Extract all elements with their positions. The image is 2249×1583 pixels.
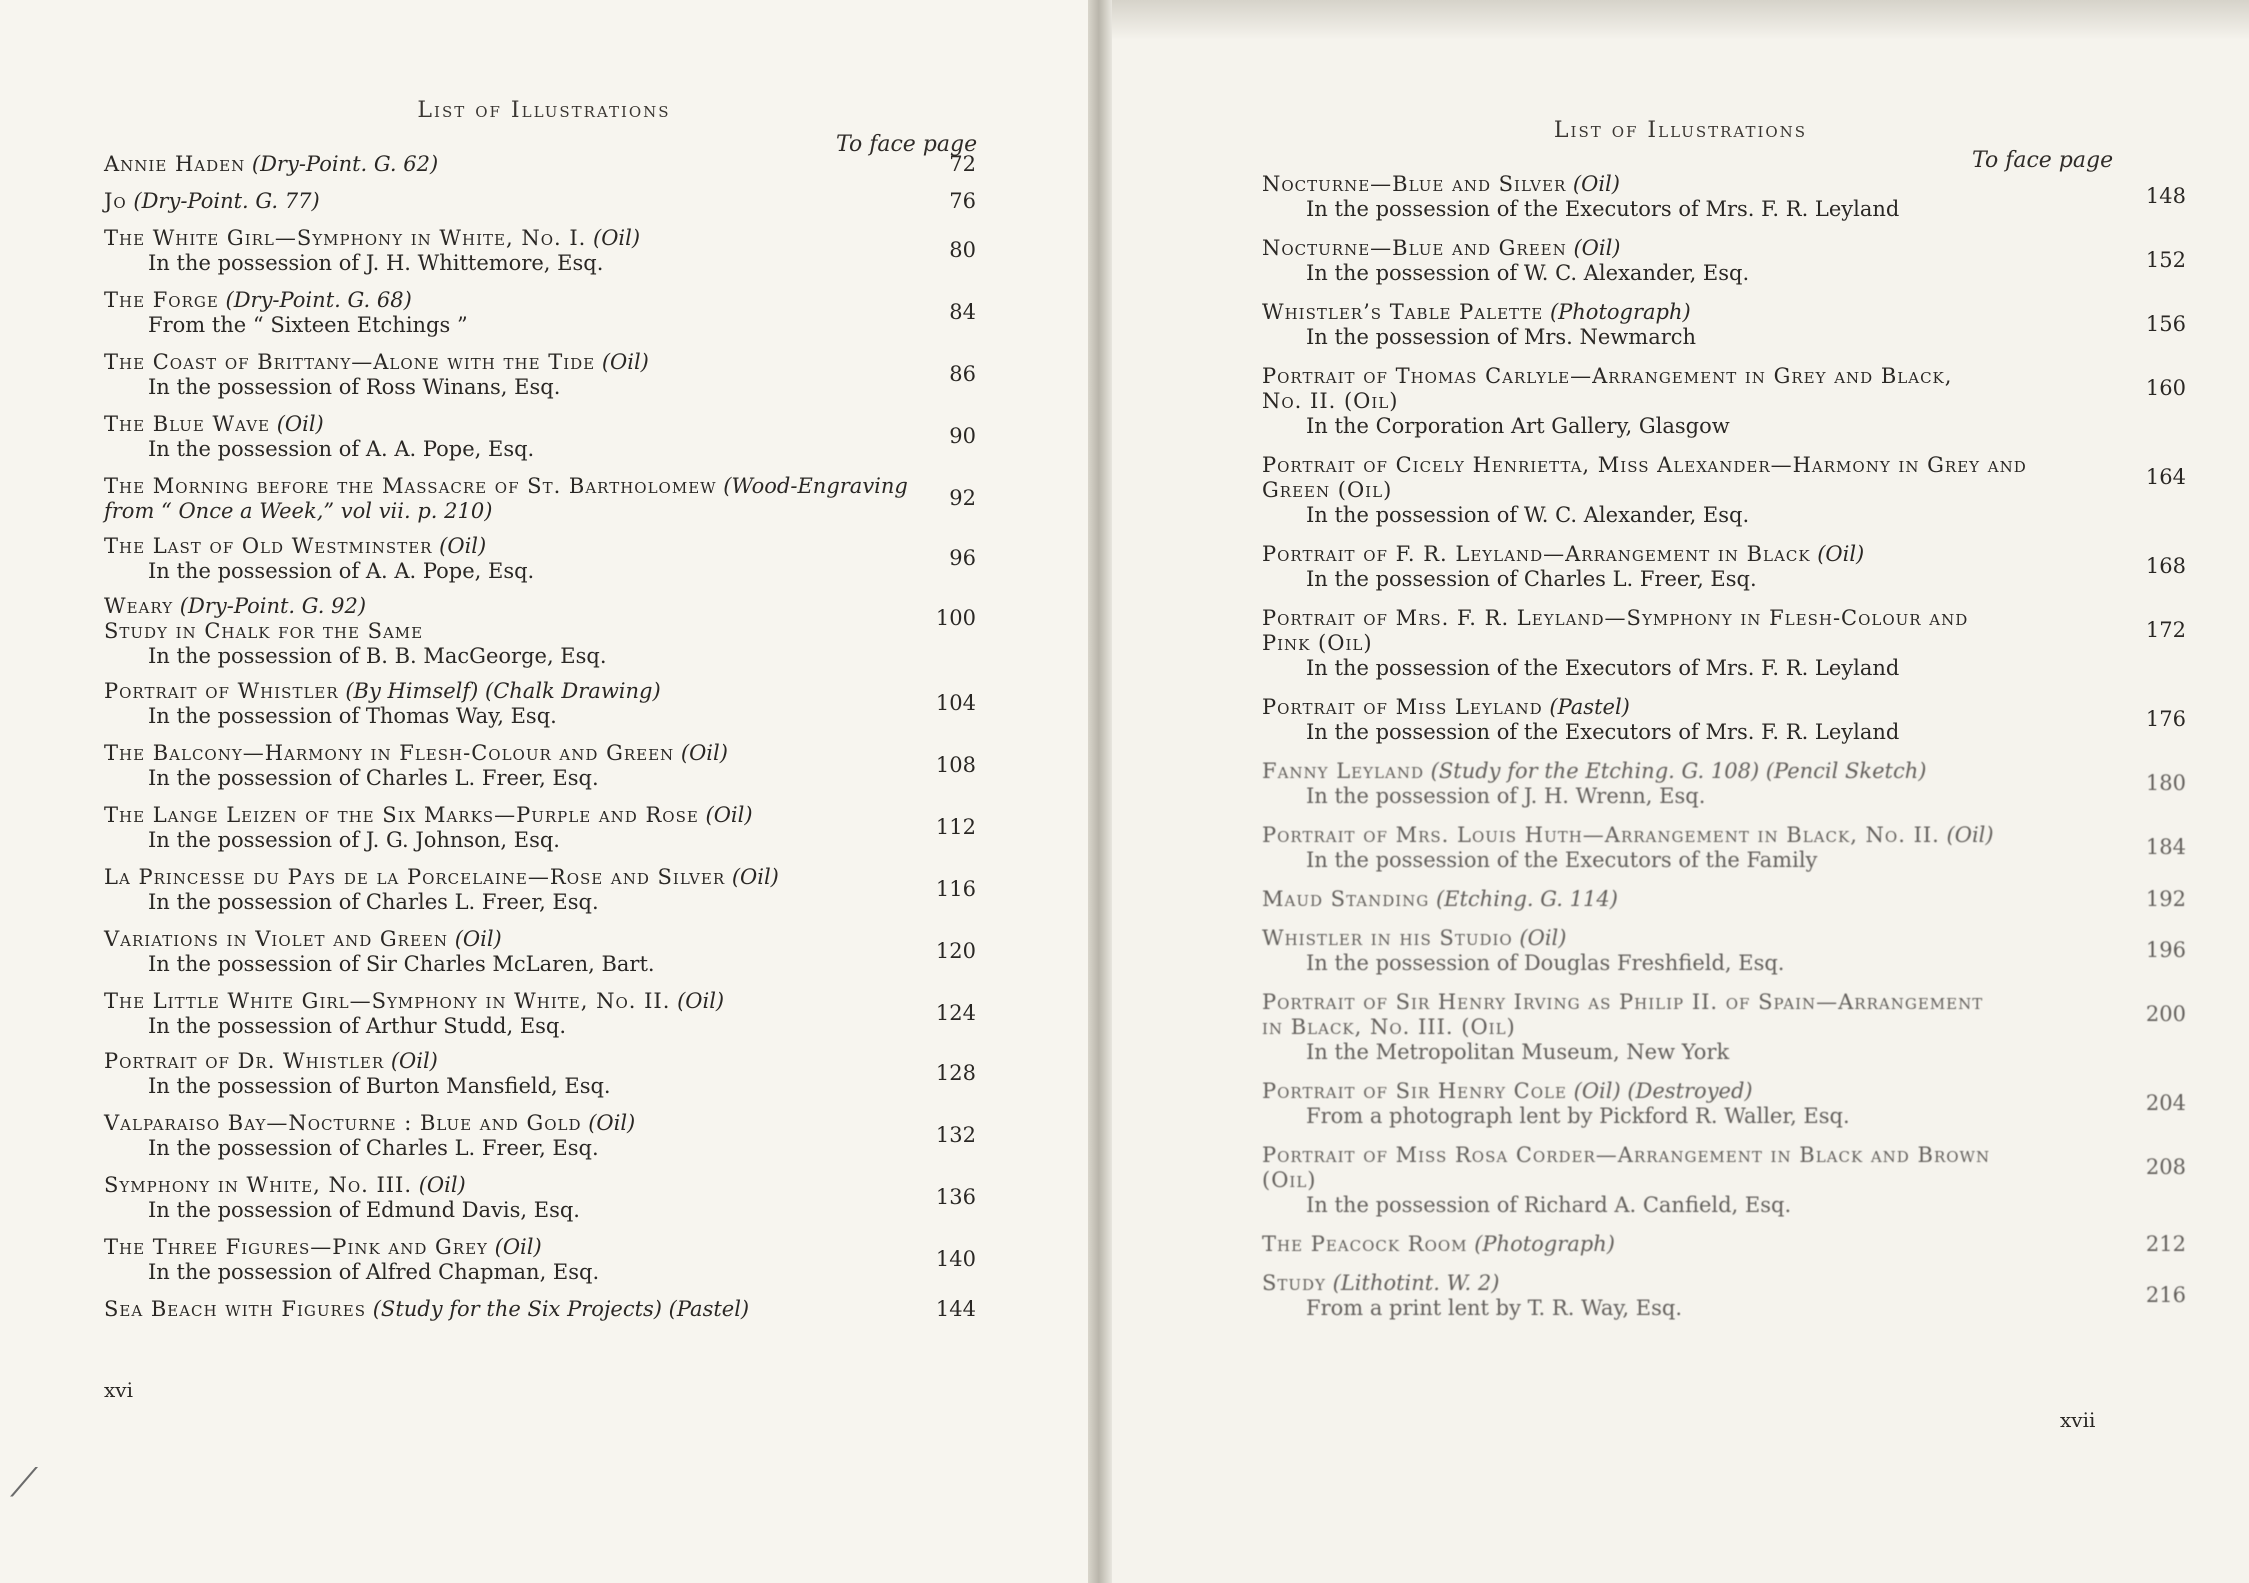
entry-page-number: 100 (935, 606, 976, 630)
entry-medium: (Dry-Point. G. 68) (225, 288, 412, 312)
entry-page-number: 92 (949, 486, 976, 510)
illustration-entry (1262, 542, 2186, 592)
illustration-entry (104, 865, 974, 915)
entry-provenance: In the possession of J. H. Whittemore, Esq. (148, 251, 604, 275)
entry-page-number: 192 (2145, 887, 2186, 911)
entry-title: Nocturne—Blue and Green (1262, 236, 1567, 260)
entry-medium: (Etching. G. 114) (1435, 887, 1618, 911)
left-running-head: List of Illustrations (417, 98, 671, 123)
entry-title: The Morning before the Massacre of St. Bartholomew (104, 474, 717, 498)
illustration-entry (104, 189, 974, 214)
entry-page-number: 86 (949, 362, 976, 386)
entry-page-number: 140 (935, 1247, 976, 1271)
entry-provenance: In the possession of Ross Winans, Esq. (148, 375, 561, 399)
entry-provenance: In the possession of Charles L. Freer, Esq. (148, 890, 599, 914)
entry-page-number: 96 (949, 546, 976, 570)
entry-medium: (Oil) (680, 741, 728, 765)
entry-title-line (1262, 1271, 2112, 1296)
entry-title: Symphony in White, No. III. (104, 1173, 413, 1197)
entry-medium: (Oil) (1572, 172, 1620, 196)
illustration-entry (104, 594, 974, 669)
entry-medium: (Dry-Point. G. 77) (133, 189, 320, 213)
entry-title: Whistler in his Studio (1262, 926, 1513, 950)
right-illustration-list (1262, 172, 2186, 1321)
entry-medium: (Oil) (1519, 926, 1567, 950)
entry-page-number: 156 (2145, 312, 2186, 336)
entry-title: The Last of Old Westminster (104, 534, 433, 558)
entry-page-number: 84 (949, 300, 976, 324)
entry-title-line (104, 679, 904, 704)
illustration-entry (1262, 990, 2186, 1065)
illustration-entry (104, 1235, 974, 1285)
illustration-entry (104, 412, 974, 462)
illustration-entry (104, 474, 974, 524)
illustration-entry (104, 534, 974, 584)
entry-provenance: In the possession of Douglas Freshfield, Esq. (1306, 951, 1785, 975)
illustration-entry (104, 679, 974, 729)
illustration-entry (1262, 695, 2186, 745)
entry-title-line (1262, 695, 2112, 720)
entry-title-line (1262, 926, 2112, 951)
entry-title: Fanny Leyland (1262, 759, 1424, 783)
illustration-entry (104, 226, 974, 276)
entry-medium: (Lithotint. W. 2) (1332, 1271, 1500, 1295)
entry-title-line (1262, 606, 2112, 631)
illustration-entry (104, 1297, 974, 1322)
illustration-entry (1262, 926, 2186, 976)
entry-provenance: In the possession of Mrs. Newmarch (1306, 325, 1697, 349)
entry-provenance: In the possession of A. A. Pope, Esq. (148, 559, 535, 583)
entry-medium: (Oil) (418, 1173, 466, 1197)
illustration-entry (1262, 300, 2186, 350)
entry-medium: (Oil) (454, 927, 502, 951)
entry-medium: (By Himself) (Chalk Drawing) (345, 679, 661, 703)
entry-medium: (Study for the Six Projects) (Pastel) (372, 1297, 750, 1321)
entry-title-line (1262, 887, 2112, 912)
illustration-entry (1262, 236, 2186, 286)
entry-medium: (Oil) (593, 226, 641, 250)
entry-title: Maud Standing (1262, 887, 1430, 911)
entry-page-number: 172 (2145, 618, 2186, 642)
entry-provenance: In the possession of Sir Charles McLaren, Bart. (148, 952, 655, 976)
entry-title: Whistler’s Table Palette (1262, 300, 1544, 324)
entry-title: Sea Beach with Figures (104, 1297, 367, 1321)
entry-title: The Forge (104, 288, 219, 312)
entry-page-number: 152 (2145, 248, 2186, 272)
right-column-head: To face page (1972, 148, 2114, 173)
entry-page-number: 148 (2145, 184, 2186, 208)
illustration-entry (104, 1173, 974, 1223)
entry-medium: (Oil) (494, 1235, 542, 1259)
entry-provenance: In the possession of the Executors of Mrs. F. R. Leyland (1306, 656, 1900, 680)
entry-title: Jo (104, 189, 127, 213)
entry-provenance: In the possession of Richard A. Canfield, Esq. (1306, 1193, 1792, 1217)
left-illustration-list (104, 152, 974, 1322)
entry-title-line (1262, 823, 2112, 848)
entry-page-number: 90 (949, 424, 976, 448)
right-running-head: List of Illustrations (1553, 118, 1808, 143)
entry-provenance: In the possession of W. C. Alexander, Esq. (1306, 503, 1750, 527)
entry-page-number: 76 (949, 189, 976, 213)
entry-title: Portrait of Mrs. F. R. Leyland—Symphony in Flesh-Colour and (1262, 606, 1969, 630)
entry-title-line (1262, 759, 2112, 784)
entry-provenance: In the possession of the Executors of Mrs. F. R. Leyland (1306, 197, 1900, 221)
entry-page-number: 144 (935, 1297, 976, 1321)
entry-provenance: In the possession of Charles L. Freer, Esq. (148, 1136, 599, 1160)
entry-provenance: In the possession of Edmund Davis, Esq. (148, 1198, 580, 1222)
entry-title-line (1262, 300, 2112, 325)
entry-title: The White Girl—Symphony in White, No. I. (104, 226, 587, 250)
entry-title: Study (1262, 1271, 1326, 1295)
entry-medium: (Oil) (677, 989, 725, 1013)
entry-title-line (1262, 542, 2112, 567)
entry-title: Portrait of F. R. Leyland—Arrangement in Black (1262, 542, 1811, 566)
entry-medium: (Dry-Point. G. 62) (251, 152, 439, 176)
entry-page-number: 120 (935, 939, 976, 963)
entry-medium: (Oil) (276, 412, 324, 436)
entry-medium: (Oil) (731, 865, 779, 889)
entry-page-number: 164 (2145, 465, 2186, 489)
illustration-entry (1262, 453, 2186, 528)
entry-title-continuation: Green (Oil) (1262, 478, 1393, 502)
entry-title-line (104, 226, 904, 251)
entry-title: Valparaiso Bay—Nocturne : Blue and Gold (104, 1111, 582, 1135)
entry-title-continuation: Study in Chalk for the Same (104, 619, 424, 643)
entry-medium: (Wood-Engraving (723, 474, 908, 498)
entry-title-line (104, 412, 904, 437)
pencil-mark-icon: ⟋ (10, 1460, 38, 1506)
entry-title-line (104, 803, 904, 828)
entry-medium: (Dry-Point. G. 92) (179, 594, 367, 618)
entry-medium: (Oil) (1573, 236, 1621, 260)
entry-title-line (1262, 236, 2112, 261)
entry-title: Weary (104, 594, 174, 618)
entry-title-line (1262, 172, 2112, 197)
illustration-entry (1262, 1079, 2186, 1129)
entry-title-line (104, 1111, 904, 1136)
entry-page-number: 136 (935, 1185, 976, 1209)
entry-title: Annie Haden (104, 152, 246, 176)
entry-title-line (104, 1235, 904, 1260)
entry-title-line (104, 350, 904, 375)
illustration-entry (1262, 1232, 2186, 1257)
entry-medium: (Photograph) (1549, 300, 1691, 324)
entry-page-number: 176 (2145, 707, 2186, 731)
entry-provenance: In the possession of Alfred Chapman, Esq. (148, 1260, 600, 1284)
right-page-content (1112, 0, 2249, 1583)
entry-provenance: In the Corporation Art Gallery, Glasgow (1306, 414, 1730, 438)
entry-title: Portrait of Miss Rosa Corder—Arrangement in Black and Brown (1262, 1143, 1991, 1167)
entry-provenance: In the possession of J. G. Johnson, Esq. (148, 828, 560, 852)
entry-medium: (Photograph) (1474, 1232, 1615, 1256)
entry-page-number: 72 (949, 152, 976, 176)
entry-page-number: 112 (935, 815, 976, 839)
entry-title-line (104, 594, 904, 619)
entry-page-number: 216 (2145, 1283, 2186, 1307)
entry-title-line (104, 474, 908, 499)
entry-provenance: In the possession of Thomas Way, Esq. (148, 704, 557, 728)
entry-page-number: 116 (935, 877, 976, 901)
illustration-entry (1262, 606, 2186, 681)
entry-title: Portrait of Mrs. Louis Huth—Arrangement in Black, No. II. (1262, 823, 1940, 847)
illustration-entry (104, 152, 974, 177)
entry-page-number: 168 (2145, 554, 2186, 578)
entry-page-number: 132 (935, 1123, 976, 1147)
illustration-entry (104, 989, 974, 1039)
entry-provenance: In the possession of B. B. MacGeorge, Esq. (148, 644, 607, 668)
illustration-entry (104, 1049, 974, 1099)
illustration-entry (1262, 1271, 2186, 1321)
entry-title: Portrait of Thomas Carlyle—Arrangement in Grey and Black, (1262, 364, 1953, 388)
entry-title: The Little White Girl—Symphony in White, No. II. (104, 989, 671, 1013)
entry-title: Portrait of Cicely Henrietta, Miss Alexander—Harmony in Grey and (1262, 453, 2027, 477)
illustration-entry (104, 927, 974, 977)
illustration-entry (104, 741, 974, 791)
entry-medium: (Oil) (1946, 823, 1994, 847)
entry-title: The Lange Leizen of the Six Marks—Purple and Rose (104, 803, 699, 827)
entry-title: The Peacock Room (1262, 1232, 1468, 1256)
entry-title-continuation: Pink (Oil) (1262, 631, 1373, 655)
entry-provenance: In the possession of Burton Mansfield, Esq. (148, 1074, 611, 1098)
entry-provenance: In the possession of W. C. Alexander, Esq. (1306, 261, 1750, 285)
entry-title-line (104, 927, 904, 952)
entry-title-line (104, 1173, 904, 1198)
entry-title: Portrait of Whistler (104, 679, 339, 703)
illustration-entry (1262, 1143, 2186, 1218)
entry-medium: (Oil) (439, 534, 487, 558)
entry-page-number: 200 (2145, 1002, 2186, 1026)
entry-title-line (1262, 364, 2112, 389)
entry-page-number: 196 (2145, 938, 2186, 962)
left-folio: xvi (104, 1378, 133, 1402)
entry-title-line (104, 1049, 904, 1074)
entry-title-continuation: No. II. (Oil) (1262, 389, 1399, 413)
entry-provenance: In the possession of Charles L. Freer, Esq. (1306, 567, 1757, 591)
entry-medium: (Oil) (1817, 542, 1865, 566)
left-column-head: To face page (836, 132, 978, 157)
entry-title: The Three Figures—Pink and Grey (104, 1235, 488, 1259)
entry-title: Portrait of Sir Henry Irving as Philip II. of Spain—Arrangement (1262, 990, 1984, 1014)
entry-medium: (Oil) (Destroyed) (1573, 1079, 1753, 1103)
entry-page-number: 160 (2145, 376, 2186, 400)
entry-title: Portrait of Sir Henry Cole (1262, 1079, 1567, 1103)
illustration-entry (104, 288, 974, 338)
entry-title-continuation: from “ Once a Week,” vol vii. p. 210) (104, 499, 493, 523)
entry-title-continuation: in Black, No. III. (Oil) (1262, 1015, 1516, 1039)
book-gutter (1088, 0, 1112, 1583)
entry-page-number: 108 (935, 753, 976, 777)
entry-page-number: 204 (2145, 1091, 2186, 1115)
illustration-entry (1262, 823, 2186, 873)
entry-title-line (104, 288, 904, 313)
entry-provenance: In the possession of Charles L. Freer, Esq. (148, 766, 599, 790)
entry-provenance: From the “ Sixteen Etchings ” (148, 313, 468, 337)
entry-title-line (1262, 1079, 2112, 1104)
entry-provenance: In the possession of A. A. Pope, Esq. (148, 437, 535, 461)
illustration-entry (1262, 364, 2186, 439)
illustration-entry (104, 1111, 974, 1161)
entry-page-number: 208 (2145, 1155, 2186, 1179)
illustration-entry (1262, 172, 2186, 222)
entry-title: The Blue Wave (104, 412, 271, 436)
entry-provenance: In the possession of the Executors of the Family (1306, 848, 1818, 872)
entry-medium: (Oil) (588, 1111, 636, 1135)
entry-medium: (Pastel) (1549, 695, 1630, 719)
entry-provenance: In the possession of Arthur Studd, Esq. (148, 1014, 567, 1038)
entry-title: Portrait of Dr. Whistler (104, 1049, 385, 1073)
illustration-entry (104, 350, 974, 400)
illustration-entry (1262, 759, 2186, 809)
entry-title-line (1262, 990, 2112, 1015)
entry-page-number: 104 (935, 691, 976, 715)
entry-title-line (104, 865, 904, 890)
right-folio: xvii (2060, 1408, 2096, 1432)
entry-title-continuation: (Oil) (1262, 1168, 1317, 1192)
entry-page-number: 212 (2145, 1232, 2186, 1256)
entry-title: Portrait of Miss Leyland (1262, 695, 1543, 719)
entry-title: La Princesse du Pays de la Porcelaine—Rose and Silver (104, 865, 726, 889)
entry-title: Variations in Violet and Green (104, 927, 448, 951)
entry-provenance: In the possession of the Executors of Mrs. F. R. Leyland (1306, 720, 1900, 744)
entry-medium: (Oil) (705, 803, 753, 827)
entry-title-line (1262, 453, 2112, 478)
entry-title: The Balcony—Harmony in Flesh-Colour and Green (104, 741, 675, 765)
entry-title-line (104, 1297, 904, 1322)
illustration-entry (1262, 887, 2186, 912)
entry-medium: (Oil) (390, 1049, 438, 1073)
entry-page-number: 128 (935, 1061, 976, 1085)
entry-page-number: 180 (2145, 771, 2186, 795)
entry-title-line (104, 189, 904, 214)
entry-provenance: In the Metropolitan Museum, New York (1306, 1040, 1730, 1064)
entry-title-line (1262, 1232, 2112, 1257)
entry-page-number: 80 (949, 238, 976, 262)
entry-provenance: From a print lent by T. R. Way, Esq. (1306, 1296, 1683, 1320)
entry-medium: (Study for the Etching. G. 108) (Pencil Sketch) (1430, 759, 1927, 783)
entry-title: The Coast of Brittany—Alone with the Tide (104, 350, 596, 374)
entry-provenance: From a photograph lent by Pickford R. Waller, Esq. (1306, 1104, 1850, 1128)
illustration-entry (104, 803, 974, 853)
entry-title-line (104, 989, 904, 1014)
entry-title: Nocturne—Blue and Silver (1262, 172, 1567, 196)
entry-title-line (104, 741, 904, 766)
entry-page-number: 124 (935, 1001, 976, 1025)
entry-provenance: In the possession of J. H. Wrenn, Esq. (1306, 784, 1706, 808)
entry-title-line (1262, 1143, 2112, 1168)
entry-title-line (104, 152, 904, 177)
entry-page-number: 184 (2145, 835, 2186, 859)
entry-title-line (104, 534, 904, 559)
entry-medium: (Oil) (601, 350, 649, 374)
